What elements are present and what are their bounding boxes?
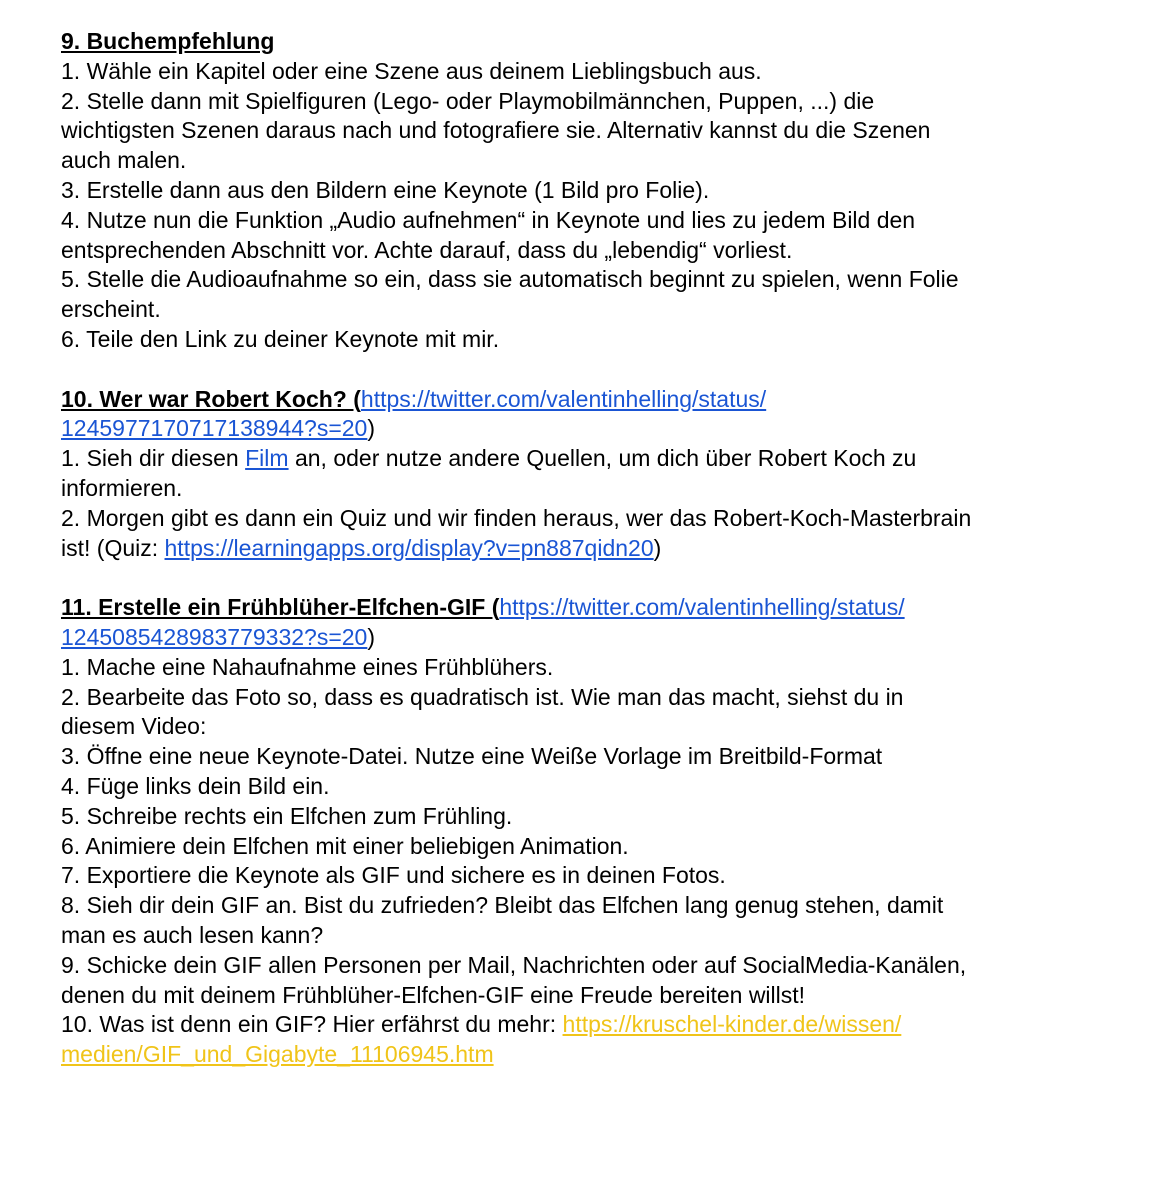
section-9-line: 2. Stelle dann mit Spielfiguren (Lego- oder Playmobilmännchen, Puppen, ...) die (61, 87, 875, 114)
twitter-link-elfchen-cont[interactable]: 1245085428983779332?s=20 (61, 623, 368, 650)
section-11-line: 3. Öffne eine neue Keynote-Datei. Nutze eine Weiße Vorlage im Breitbild-Format (61, 743, 883, 770)
section-11-line: 1. Mache eine Nahaufnahme eines Frühblühers. (61, 653, 554, 680)
section-9-line: erscheint. (61, 296, 161, 323)
section-9-heading: 9. Buchempfehlung (61, 28, 275, 54)
item-10-prefix: 10. Was ist denn ein GIF? Hier erfährst du mehr: (61, 1011, 563, 1038)
film-link[interactable]: Film (245, 445, 289, 472)
section-11-line: denen du mit deinem Frühblüher-Elfchen-GIF eine Freude bereiten willst! (61, 981, 806, 1008)
item-2-line-1: 2. Morgen gibt es dann ein Quiz und wir finden heraus, wer das Robert-Koch-Masterbrain (61, 504, 972, 531)
section-fruehblueher-gif (61, 593, 1121, 1070)
twitter-link-robert-koch[interactable]: https://twitter.com/valentinhelling/status/ (360, 385, 767, 412)
section-9-line: 5. Stelle die Audioaufnahme so ein, dass sie automatisch beginnt zu spielen, wenn Folie (61, 266, 959, 293)
section-11-line: 5. Schreibe rechts ein Elfchen zum Frühling. (61, 802, 513, 829)
closing-paren: ) (367, 415, 376, 442)
section-9-line: 3. Erstelle dann aus den Bildern eine Keynote (1 Bild pro Folie). (61, 176, 710, 203)
section-9-line: entsprechenden Abschnitt vor. Achte darauf, dass du „lebendig“ vorliest. (61, 236, 793, 263)
item-1-suffix: an, oder nutze andere Quellen, um dich über Robert Koch zu (288, 445, 917, 472)
section-11-line: 4. Füge links dein Bild ein. (61, 772, 330, 799)
document-page (61, 27, 1121, 1070)
twitter-link-elfchen[interactable]: https://twitter.com/valentinhelling/status/ (499, 594, 905, 621)
section-11-heading: 11. Erstelle ein Frühblüher-Elfchen-GIF ( (61, 594, 500, 621)
section-spacer (61, 355, 1121, 385)
kruschel-link[interactable]: https://kruschel-kinder.de/wissen/ (562, 1011, 902, 1038)
section-11-line: 9. Schicke dein GIF allen Personen per Mail, Nachrichten oder auf SocialMedia-Kanälen, (61, 951, 967, 978)
section-9-line: wichtigsten Szenen daraus nach und fotografiere sie. Alternativ kannst du die Szenen (61, 117, 931, 144)
section-11-line: 7. Exportiere die Keynote als GIF und sichere es in deinen Fotos. (61, 862, 726, 889)
section-9-line: 4. Nutze nun die Funktion „Audio aufnehmen“ in Keynote und lies zu jedem Bild den (61, 206, 916, 233)
kruschel-link-cont[interactable]: medien/GIF_und_Gigabyte_11106945.htm (61, 1041, 494, 1068)
item-2-suffix: ) (653, 534, 662, 561)
section-11-line: 6. Animiere dein Elfchen mit einer beliebigen Animation. (61, 832, 629, 859)
section-buchempfehlung (61, 27, 1121, 355)
item-2-prefix: ist! (Quiz: (61, 534, 165, 561)
quiz-link[interactable]: https://learningapps.org/display?v=pn887qidn20 (164, 534, 654, 561)
section-11-line: diesem Video: (61, 713, 207, 740)
section-spacer (61, 563, 1121, 593)
item-1-line-2: informieren. (61, 474, 183, 501)
section-9-line: 1. Wähle ein Kapitel oder eine Szene aus deinem Lieblingsbuch aus. (61, 57, 762, 84)
section-10-heading: 10. Wer war Robert Koch? ( (61, 385, 361, 412)
section-11-line: 8. Sieh dir dein GIF an. Bist du zufrieden? Bleibt das Elfchen lang genug stehen, damit (61, 892, 944, 919)
section-11-line: 2. Bearbeite das Foto so, dass es quadratisch ist. Wie man das macht, siehst du in (61, 683, 904, 710)
section-9-line: auch malen. (61, 147, 187, 174)
item-1-prefix: 1. Sieh dir diesen (61, 445, 246, 472)
closing-paren: ) (367, 623, 376, 650)
twitter-link-robert-koch-cont[interactable]: 1245977170717138944?s=20 (61, 415, 368, 442)
section-robert-koch (61, 385, 1121, 564)
section-11-line: man es auch lesen kann? (61, 921, 324, 948)
section-9-line: 6. Teile den Link zu deiner Keynote mit mir. (61, 325, 500, 352)
